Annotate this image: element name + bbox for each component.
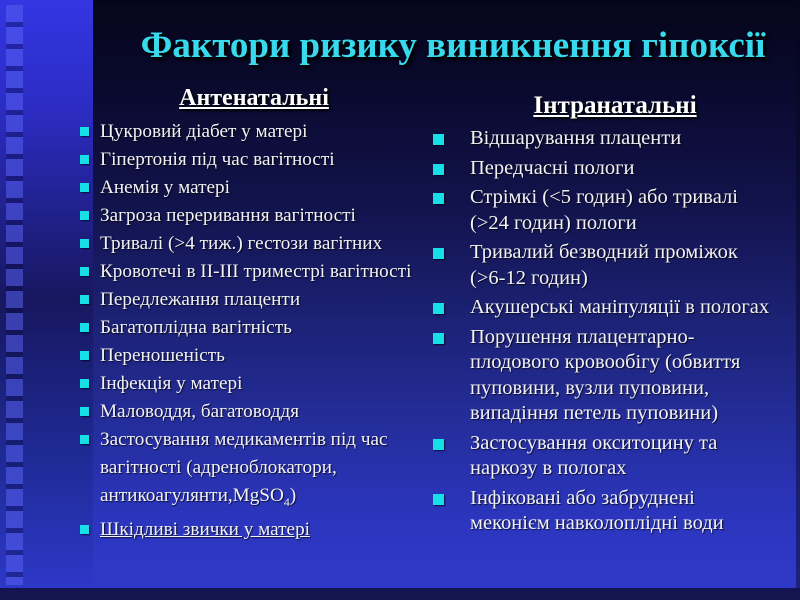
bullet-square-icon: [433, 333, 444, 344]
slide-content: [78, 0, 800, 600]
list-item: [430, 486, 800, 537]
list-item-text: Акушерські маніпуляції в пологах: [470, 296, 770, 318]
bullet-square-icon: [80, 239, 89, 248]
list-item-text: Маловоддя, багатоводдя: [100, 401, 300, 422]
list-item-text: Анемія у матері: [100, 177, 230, 198]
bullet-square-icon: [433, 439, 444, 450]
bullet-square-icon: [80, 407, 89, 416]
two-column-layout: [78, 85, 800, 544]
list-item-text: Стрімкі (<5 годин) або тривалі (>24 годин) пологи: [470, 186, 738, 234]
list-item: [78, 286, 430, 314]
list-item: [78, 398, 430, 426]
bullet-square-icon: [80, 183, 89, 192]
bullet-square-icon: [80, 351, 89, 360]
column-header-intranatal: Інтранатальні: [533, 92, 697, 119]
list-item: [78, 118, 430, 146]
bullet-square-icon: [433, 134, 444, 145]
list-item: [430, 185, 800, 236]
list-item: [78, 230, 430, 258]
bullet-square-icon: [433, 494, 444, 505]
list-item: [78, 426, 430, 516]
bullet-square-icon: [80, 295, 89, 304]
bullet-square-icon: [80, 525, 89, 534]
antenatal-list: [78, 118, 430, 544]
column-antenatal: [78, 85, 430, 544]
list-item-text: Інфіковані або забруднені меконієм навколоплідні води: [470, 486, 724, 534]
list-item-text: Тривалі (>4 тиж.) гестози вагітних: [100, 233, 383, 254]
bullet-square-icon: [80, 267, 89, 276]
list-item: [78, 146, 430, 174]
list-item-text: Гіпертонія під час вагітності: [100, 149, 335, 170]
intranatal-list: [430, 126, 800, 537]
list-item: [430, 126, 800, 152]
list-item: [430, 156, 800, 182]
right-edge-shadow-decoration: [796, 0, 800, 600]
list-item-text: Тривалий безводний проміжок (>6-12 годин): [470, 241, 738, 289]
column-intranatal: [430, 85, 800, 544]
list-item: [78, 342, 430, 370]
bullet-square-icon: [433, 248, 444, 259]
list-item-text: Шкідливі звички у матері: [100, 518, 310, 540]
list-item: [430, 240, 800, 291]
filmstrip-squares-icon: [6, 5, 23, 585]
list-item-text: Передчасні пологи: [470, 156, 635, 179]
list-item-text: Застосування окситоцину та наркозу в пологах: [470, 431, 718, 479]
list-item: [430, 431, 800, 482]
list-item: [78, 202, 430, 230]
list-item: [430, 295, 800, 321]
list-item: [78, 314, 430, 342]
bottom-border-decoration: [0, 588, 800, 600]
bullet-square-icon: [80, 211, 89, 220]
list-item-text: Відшарування плаценти: [470, 127, 682, 149]
list-item: [78, 258, 430, 286]
bullet-square-icon: [433, 164, 444, 175]
list-item: [430, 325, 800, 427]
list-item-text: Кровотечі в II-III триместрі вагітності: [100, 261, 412, 282]
bullet-square-icon: [433, 193, 444, 204]
bullet-square-icon: [433, 303, 444, 314]
list-item: [78, 516, 430, 544]
list-item-text: Цукровий діабет у матері: [100, 121, 308, 142]
bullet-square-icon: [80, 323, 89, 332]
bullet-square-icon: [80, 435, 89, 444]
bullet-square-icon: [80, 379, 89, 388]
list-item-text: Передлежання плаценти: [100, 289, 301, 310]
list-item-text: Переношеність: [100, 345, 225, 366]
column-header-antenatal: Антенатальні: [179, 85, 329, 111]
list-item-text: Загроза переривання вагітності: [100, 205, 356, 226]
bullet-square-icon: [80, 155, 89, 164]
bullet-square-icon: [80, 127, 89, 136]
list-item: [78, 370, 430, 398]
slide-title: Фактори ризику виникнення гіпоксії: [140, 25, 766, 66]
list-item-text: Інфекція у матері: [100, 373, 243, 394]
list-item-text: Застосування медикаментів під час вагітності (адреноблокатори, антикоагулянти,MgSO$_4$): [100, 429, 388, 509]
list-item-text: Порушення плацентарно-плодового кровообігу (обвиття пуповини, вузли пуповини, випадіння петель пуповини): [470, 325, 741, 424]
list-item-text: Багатоплідна вагітність: [100, 317, 292, 338]
list-item: [78, 174, 430, 202]
